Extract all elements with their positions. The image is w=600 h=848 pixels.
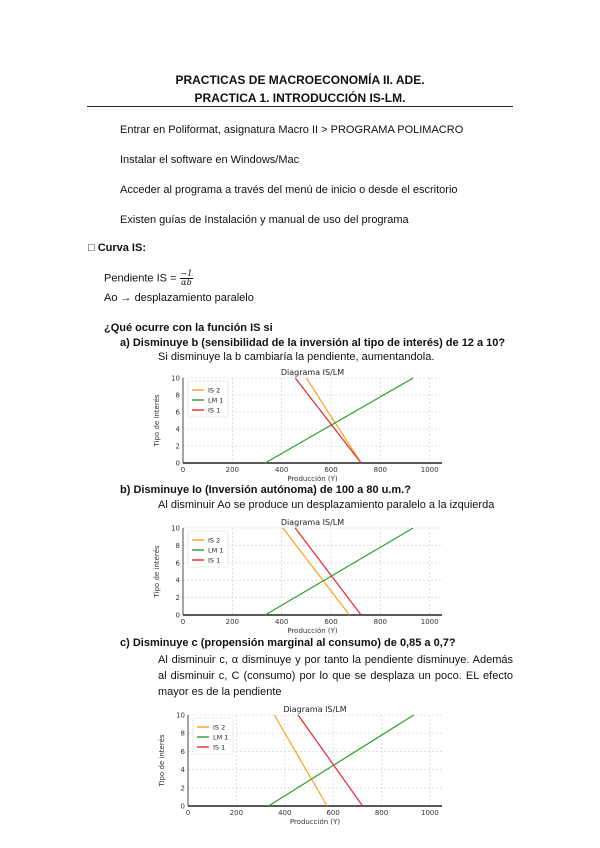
legend-label: LM 1	[208, 396, 224, 405]
y-tick-label: 8	[175, 391, 180, 400]
question-a: a) Disminuye b (sensibilidad de la inversión al tipo de interés) de 12 a 10?	[120, 337, 506, 349]
legend-label: LM 1	[208, 546, 224, 555]
x-tick-label: 200	[225, 466, 240, 474]
legend-label: IS 2	[208, 386, 221, 395]
question-b: b) Disminuye Io (Inversión autónoma) de 100 a 80 u.m.?	[120, 484, 411, 496]
x-axis-label: Producción (Y)	[289, 818, 341, 826]
x-tick-label: 800	[373, 618, 388, 626]
slope-label: Pendiente IS =	[104, 272, 177, 285]
y-tick-label: 6	[175, 408, 180, 417]
chart-c	[155, 702, 460, 826]
x-tick-label: 400	[274, 466, 289, 474]
x-tick-label: 0	[185, 809, 191, 817]
x-tick-label: 600	[324, 466, 338, 474]
x-tick-label: 400	[274, 618, 289, 626]
x-tick-label: 200	[225, 618, 240, 626]
x-tick-label: 1000	[420, 809, 439, 817]
answer-a: Si disminuye la b cambiaría la pendiente, aumentandola.	[158, 351, 435, 363]
legend-label: IS 1	[208, 556, 221, 565]
chart-b	[150, 515, 460, 635]
slope-fraction	[180, 270, 194, 287]
y-tick-label: 10	[176, 711, 185, 720]
slope-formula	[104, 270, 193, 287]
legend-label: IS 2	[208, 536, 221, 545]
legend-label: IS 1	[208, 406, 221, 415]
section-heading: □ Curva IS:	[88, 242, 146, 254]
intro-line: Entrar en Poliformat, asignatura Macro II > PROGRAMA POLIMACRO	[120, 124, 464, 136]
x-tick-label: 400	[278, 809, 292, 817]
legend-label: IS 1	[213, 743, 226, 752]
legend-label: IS 2	[213, 723, 226, 732]
doc-title-line2: PRACTICA 1. INTRODUCCIÓN IS-LM.	[194, 91, 406, 105]
intro-line: Existen guías de Instalación y manual de uso del programa	[120, 214, 409, 226]
x-tick-label: 1000	[420, 618, 439, 626]
y-tick-label: 0	[180, 802, 185, 811]
y-tick-label: 2	[175, 442, 180, 451]
title-divider	[87, 106, 513, 107]
x-tick-label: 0	[180, 618, 186, 626]
y-tick-label: 4	[175, 425, 180, 434]
x-tick-label: 600	[326, 809, 340, 817]
y-tick-label: 4	[180, 766, 185, 775]
y-tick-label: 6	[180, 747, 185, 756]
y-axis-label: Tipo de interés	[158, 734, 166, 787]
shift-text: Ao → desplazamiento paralelo	[104, 292, 254, 304]
y-tick-label: 0	[175, 459, 180, 468]
y-tick-label: 2	[180, 784, 185, 793]
chart-title: Diagrama IS/LM	[283, 705, 347, 714]
x-tick-label: 600	[324, 618, 338, 626]
y-tick-label: 0	[175, 611, 180, 620]
chart-title: Diagrama IS/LM	[280, 518, 345, 527]
x-tick-label: 200	[229, 809, 244, 817]
doc-title-line1: PRACTICAS DE MACROECONOMÍA II. ADE.	[175, 73, 425, 87]
y-tick-label: 6	[175, 559, 180, 568]
slope-numerator: −1	[180, 269, 193, 278]
x-tick-label: 800	[373, 466, 388, 474]
intro-line: Instalar el software en Windows/Mac	[120, 154, 300, 166]
y-axis-label: Tipo de interés	[153, 394, 161, 447]
question-heading: ¿Qué ocurre con la función IS si	[104, 322, 273, 334]
y-axis-label: Tipo de interés	[153, 545, 161, 598]
x-axis-label: Producción (Y)	[287, 475, 338, 483]
y-tick-label: 2	[175, 594, 180, 603]
answer-b: Al disminuir Ao se produce un desplazamiento paralelo a la izquierda	[158, 499, 495, 511]
y-tick-label: 10	[171, 524, 180, 533]
x-tick-label: 0	[180, 466, 186, 474]
x-tick-label: 1000	[420, 466, 439, 474]
slope-denominator: αb	[181, 278, 192, 287]
legend-label: LM 1	[213, 733, 229, 742]
chart-a	[150, 365, 460, 483]
y-tick-label: 8	[175, 541, 180, 550]
x-tick-label: 800	[374, 809, 389, 817]
answer-c: Al disminuir c, α disminuye y por tanto la pendiente disminuye. Además al disminuir c, C (consumo) por lo que se desplaza un poco. EL efecto mayor es de la pendiente	[158, 654, 513, 698]
y-tick-label: 10	[171, 374, 180, 383]
y-tick-label: 8	[180, 729, 185, 738]
question-c: c) Disminuye c (propensión marginal al consumo) de 0,85 a 0,7?	[120, 637, 456, 649]
y-tick-label: 4	[175, 576, 180, 585]
intro-line: Acceder al programa a través del menú de inicio o desde el escritorio	[120, 184, 458, 196]
chart-title: Diagrama IS/LM	[280, 368, 345, 377]
x-axis-label: Producción (Y)	[287, 627, 338, 635]
